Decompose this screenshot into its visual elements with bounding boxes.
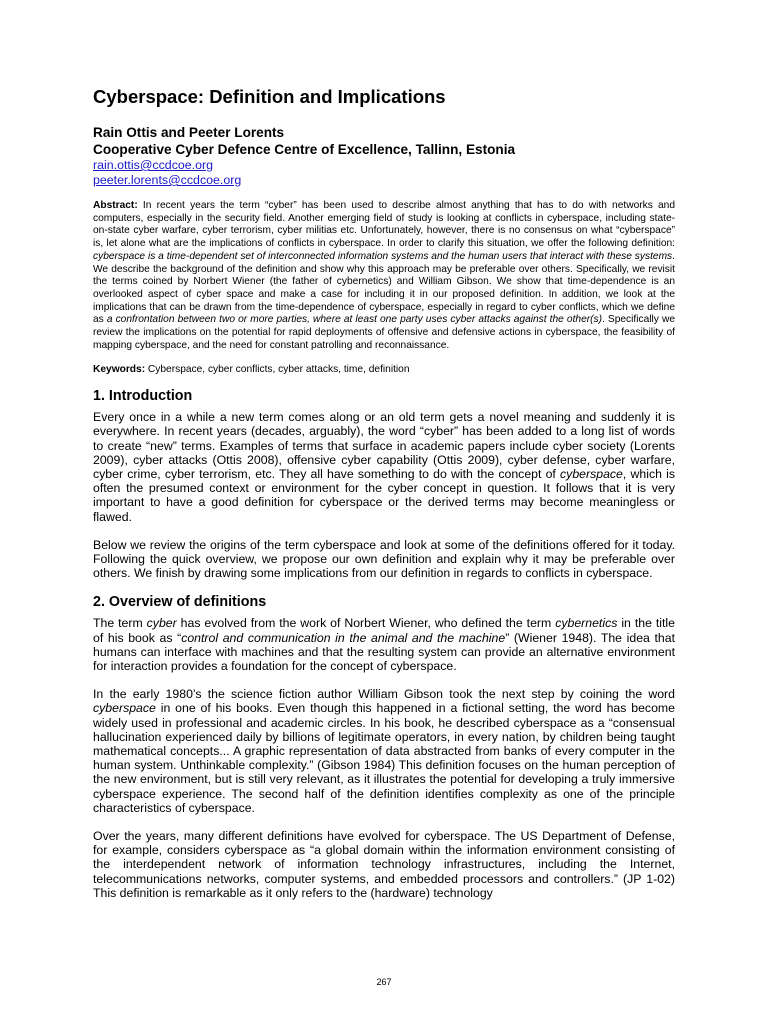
overview-p1-text-c: in the title of his book as “ (93, 616, 675, 645)
paper-authors: Rain Ottis and Peeter Lorents (93, 125, 285, 140)
overview-p1-text-a: The term (93, 616, 147, 631)
overview-p2-text-b: in one of his books. Even though this happened in a fictional setting, the word has become widely used in professional and academic circles. In his book, he described cyberspace as a “consensual hallucination experienced daily by billions of legitimate operators, in every nation, by children being taught mathematical concepts... A graphic representation of data abstracted from banks of every computer in the human system. Unthinkable complexity.” (Gibson 1984) This definition focuses on the human perception of the new environment, but is still very relevant, as it illustrates the potential for developing a truly immersive cyberspace experience. The second half of the definition identifies complexity as one of the principle characteristics of cyberspace. (93, 701, 675, 815)
paper-page (93, 86, 675, 914)
section-heading-overview: 2. Overview of definitions (93, 594, 267, 611)
email-link-lorents[interactable]: peeter.lorents@ccdcoe.org (93, 173, 242, 187)
intro-p1-text-b: , which is often the presumed context or environment for the cyber concept in question. It follows that it is very important to have a good definition for cyberspace or the derived terms may become meaningless or flawed. (93, 466, 675, 524)
overview-p1-italic-cyber: cyber (146, 616, 177, 631)
overview-p1-italic-cybernetics: cybernetics (555, 616, 618, 631)
abstract (93, 200, 675, 352)
intro-p1-text-a: Every once in a while a new term comes along or an old term gets a novel meaning and suddenly it is everywhere. In recent years (decades, arguably), the word “cyber” has been added to a long list of words to create “new” terms. Examples of terms that surface in academic papers include cyber society (Lorents 2009), cyber attacks (Ottis 2008), offensive cyber capability (Ottis 2009), cyber defense, cyber warfare, cyber crime, cyber terrorism, etc. They all have something to do with the concept of (93, 410, 675, 481)
overview-paragraph-3: Over the years, many different definitions have evolved for cyberspace. The US Department of Defense, for example, considers cyberspace as “a global domain within the information environment consisting of the interdependent network of information technology infrastructures, including the Internet, telecommunications networks, computer systems, and embedded processors and controllers.” (JP 1-02) This definition is remarkable as it only refers to the (hardware) technology (93, 829, 675, 900)
abstract-text-1: In recent years the term “cyber” has been used to describe almost anything that has to do with networks and computers, especially in the security field. Another emerging field of study is looking at conflicts in cyberspace, including state-on-state cyber warfare, cyber terrorism, cyber militias etc. Unfortunately, however, there is no consensus on what “cyberspace” is, let alone what are the implications of conflicts in cyberspace. In order to clarify this situation, we offer the following definition: (93, 200, 675, 250)
overview-paragraph-2 (93, 687, 675, 815)
intro-paragraph-1 (93, 410, 675, 524)
abstract-text-3: . Specifically we review the implications on the potential for rapid deployments of offensive and defensive actions in cyberspace, the feasibility of mapping cyberspace, and the need for constant patrolling and reconnaissance. (93, 314, 675, 351)
overview-p2-italic: cyberspace (93, 701, 156, 716)
page-number: 267 (376, 977, 392, 987)
intro-paragraph-2: Below we review the origins of the term cyberspace and look at some of the definitions offered for it today. Following the quick overview, we propose our own definition and explain why it may be preferable over others. We finish by drawing some implications from our definition in regards to conflicts in cyberspace. (93, 537, 675, 581)
overview-paragraph-1 (93, 616, 675, 673)
keywords (93, 364, 675, 377)
section-heading-introduction: 1. Introduction (93, 388, 193, 405)
overview-p1-text-d: ” (Wiener 1948). The idea that humans can interface with machines and that the resulting system can provide an alternative environment for interaction provides a foundation for the concept of cyberspace. (93, 630, 676, 673)
overview-p1-italic-quote: control and communication in the animal and the machine (181, 630, 506, 645)
paper-title: Cyberspace: Definition and Implications (93, 86, 446, 107)
intro-p1-italic: cyberspace (560, 466, 623, 481)
abstract-text-2: . We describe the background of the definition and show why this approach may be preferable over others. Specifically, we revisit the terms coined by Norbert Wiener (the father of cybernetics) and William Gibson. We show that time-dependence is an overlooked aspect of cyber space and make a case for including it in our proposed definition. In addition, we look at the implications that can be drawn from the time-dependence of cyberspace, especially in regard to cyber conflicts, which we define as (93, 250, 675, 326)
abstract-definition-conflict: a confrontation between two or more parties, where at least one party uses cyber attacks against the other(s) (106, 314, 603, 326)
paper-affiliation: Cooperative Cyber Defence Centre of Excellence, Tallinn, Estonia (93, 142, 516, 157)
abstract-label: Abstract: (93, 200, 138, 211)
overview-p2-text-a: In the early 1980’s the science fiction author William Gibson took the next step by coining the word (93, 687, 675, 702)
keywords-text: Cyberspace, cyber conflicts, cyber attacks, time, definition (145, 364, 410, 376)
abstract-definition-cyberspace: cyberspace is a time-dependent set of interconnected information systems and the human users that interact with these systems (93, 250, 673, 262)
overview-p1-text-b: has evolved from the work of Norbert Wiener, who defined the term (176, 616, 556, 631)
email-link-ottis[interactable]: rain.ottis@ccdcoe.org (93, 158, 214, 172)
keywords-label: Keywords: (93, 364, 146, 376)
